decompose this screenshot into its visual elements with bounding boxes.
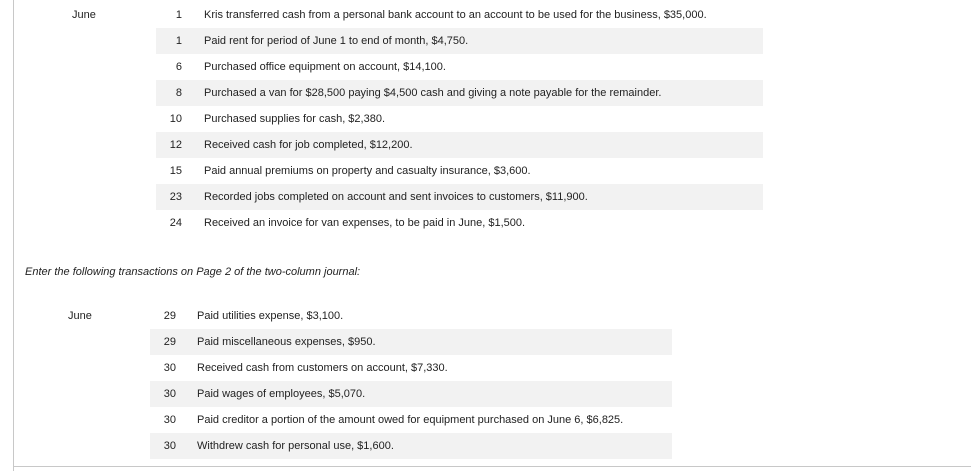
transaction-description: Paid creditor a portion of the amount owed for equipment purchased on June 6, $6,825.	[197, 414, 624, 426]
month-label: June	[72, 9, 96, 21]
table-row	[14, 28, 763, 54]
day-cell: 6	[175, 61, 182, 73]
day-cell: 24	[169, 217, 182, 229]
table-row	[14, 158, 763, 184]
day-cell: 23	[156, 184, 182, 210]
table-row	[14, 433, 672, 459]
table-row	[14, 54, 763, 80]
day-cell: 12	[156, 132, 182, 158]
instruction-text: Enter the following transactions on Page 2 of the two-column journal:	[25, 266, 361, 278]
table-row	[14, 355, 672, 381]
table-row	[14, 407, 672, 433]
table-row	[14, 303, 672, 329]
transactions-table-june-29-30	[14, 303, 672, 459]
day-cell: 1	[175, 9, 182, 21]
transactions-table-june-1-24	[14, 2, 763, 236]
table-row	[14, 329, 672, 355]
day-cell: 30	[163, 362, 176, 374]
transaction-description: Purchased office equipment on account, $14,100.	[204, 61, 446, 73]
transaction-description: Purchased a van for $28,500 paying $4,500 cash and giving a note payable for the remainder.	[204, 80, 763, 106]
transaction-description: Purchased supplies for cash, $2,380.	[204, 113, 386, 125]
day-cell: 1	[156, 28, 182, 54]
day-cell: 30	[163, 414, 176, 426]
transaction-description: Received cash from customers on account, $7,330.	[197, 362, 448, 374]
table-row	[14, 2, 763, 28]
day-cell: 29	[150, 329, 176, 355]
transaction-description: Received cash for job completed, $12,200.	[204, 132, 763, 158]
table-row	[14, 80, 763, 106]
transaction-description: Paid wages of employees, $5,070.	[197, 381, 672, 407]
table-row	[14, 210, 763, 236]
frame-bottom-border	[13, 466, 971, 467]
day-cell: 8	[156, 80, 182, 106]
transaction-description: Kris transferred cash from a personal bank account to an account to be used for the business, $35,000.	[204, 9, 707, 21]
table-row	[14, 381, 672, 407]
day-cell: 30	[150, 433, 176, 459]
table-row	[14, 184, 763, 210]
transaction-description: Paid utilities expense, $3,100.	[197, 310, 344, 322]
day-cell: 29	[163, 310, 176, 322]
table-row	[14, 132, 763, 158]
day-cell: 10	[169, 113, 182, 125]
transaction-description: Recorded jobs completed on account and sent invoices to customers, $11,900.	[204, 184, 763, 210]
table-row	[14, 106, 763, 132]
day-cell: 15	[169, 165, 182, 177]
transaction-description: Paid miscellaneous expenses, $950.	[197, 329, 672, 355]
transaction-description: Withdrew cash for personal use, $1,600.	[197, 433, 672, 459]
month-label: June	[68, 310, 92, 322]
transaction-description: Paid rent for period of June 1 to end of month, $4,750.	[204, 28, 763, 54]
transaction-description: Received an invoice for van expenses, to be paid in June, $1,500.	[204, 217, 526, 229]
day-cell: 30	[150, 381, 176, 407]
transaction-description: Paid annual premiums on property and casualty insurance, $3,600.	[204, 165, 531, 177]
